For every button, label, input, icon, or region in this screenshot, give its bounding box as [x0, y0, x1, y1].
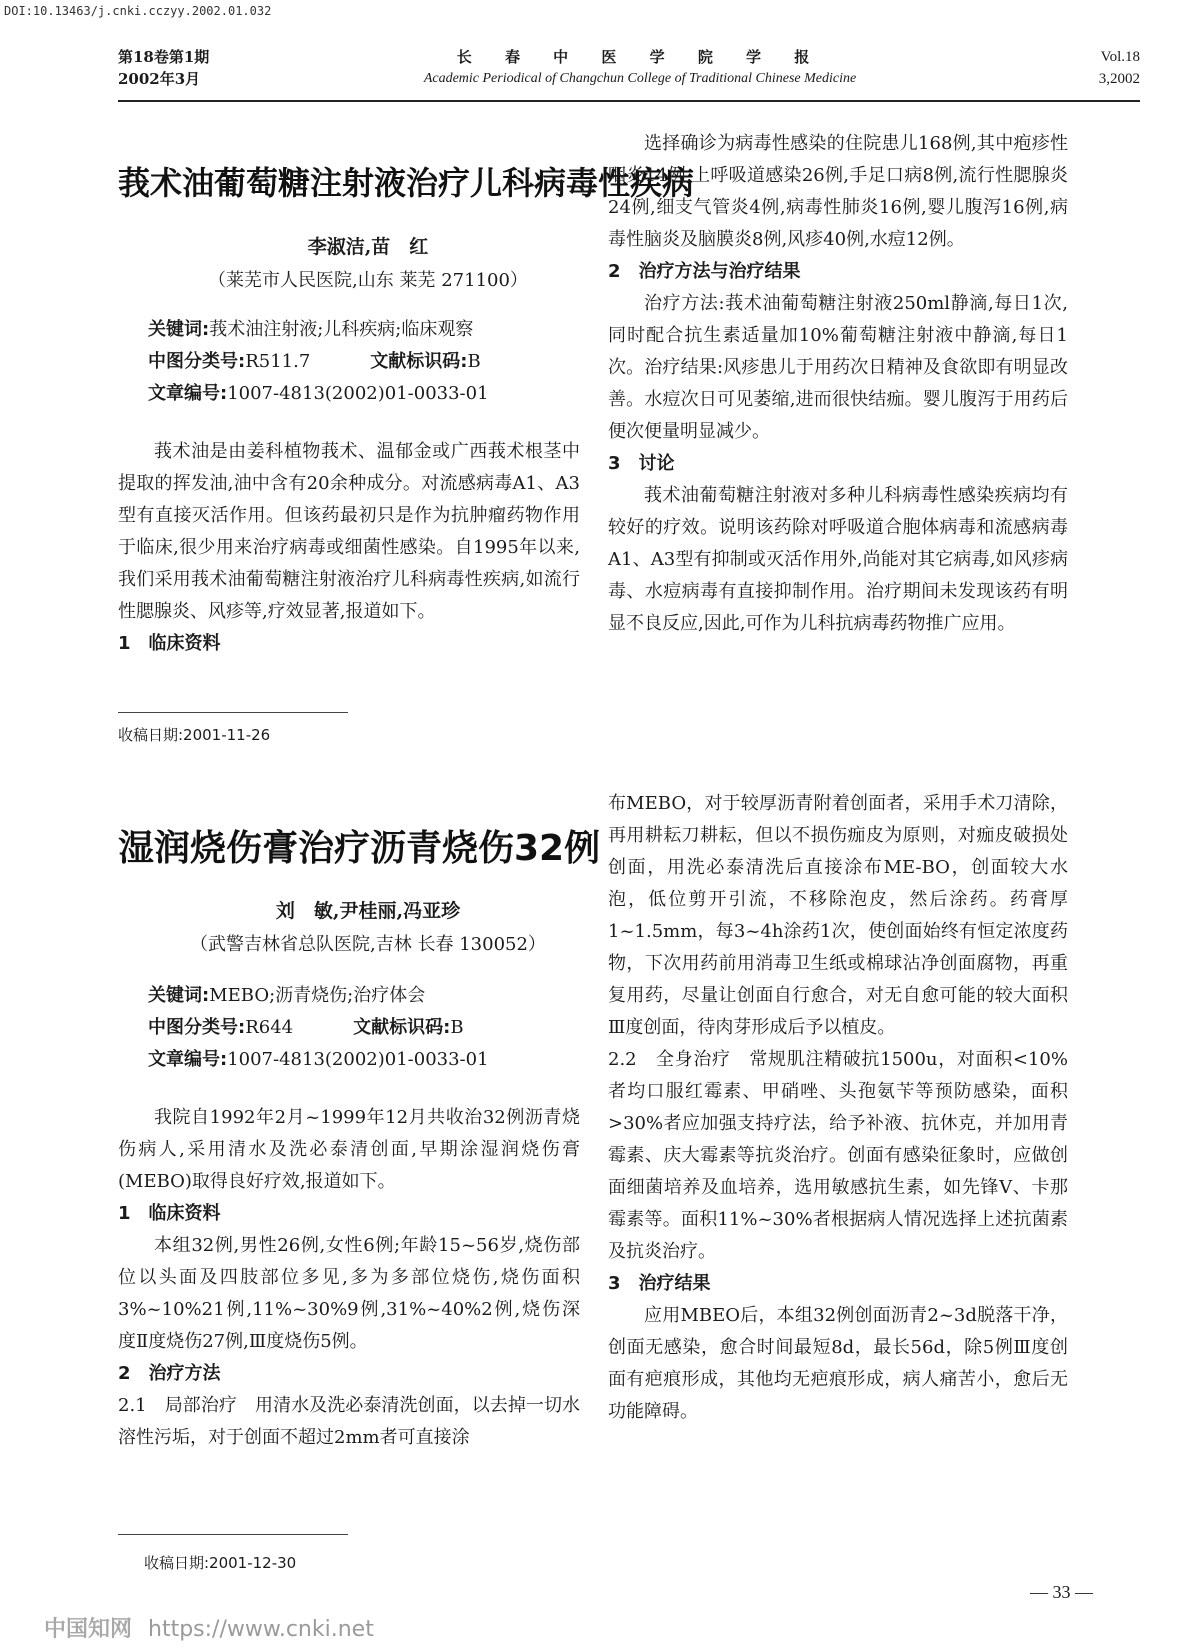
header-date: 2002年3月 [118, 70, 201, 88]
article1-sec1-heading: 1 临床资料 [118, 633, 221, 654]
article2-footnote-rule [118, 1534, 348, 1535]
header-left [118, 46, 209, 90]
article2-sec1-heading: 1 临床资料 [118, 1203, 221, 1224]
cnki-watermark-name: 中国知网 [44, 1617, 133, 1642]
article1-sec3-heading: 3 讨论 [608, 453, 675, 474]
article2-sec2-heading: 2 治疗方法 [118, 1363, 221, 1384]
cnki-watermark-url: https://www.cnki.net [148, 1617, 374, 1642]
article1-keywords: 关键词:莪术油注射液;儿科疾病;临床观察 [148, 319, 474, 340]
article2-right-column [608, 788, 1068, 1428]
cnki-watermark [44, 1612, 374, 1643]
article2-sec21-cont: 布MEBO，对于较厚沥青附着创面者，采用手术刀清除，再用耕耘刀耕耘，但以不损伤痂皮为原则，对痂皮破损处创面，用洗必泰清洗后直接涂布ME-BO，创面较大水泡，低位剪开引流，不移除泡皮，然后涂药。药膏厚1~1.5mm，每3~4h涂药1次，使创面始终有恒定浓度药物，下次用药前用消毒卫生纸或棉球沾净创面腐物，再重复用药，尽量让创面自行愈合，对无自愈可能的较大面积Ⅲ度创面，待肉芽形成后予以植皮。 [608, 793, 1068, 1038]
article1-left-column [118, 436, 580, 660]
article2-received: 收稿日期:2001-12-30 [144, 1554, 297, 1572]
article1-footnote-rule [118, 712, 348, 713]
header-rule [118, 100, 1140, 102]
article2-sec3-text: 应用MBEO后，本组32例创面沥青2~3d脱落干净，创面无感染，愈合时间最短8d，最长56d，除5例Ⅲ度创面有疤痕形成，其他均无疤痕形成，病人痛苦小，愈后无功能障碍。 [608, 1305, 1068, 1422]
article1-affiliation: （莱芜市人民医院,山东 莱芜 271100） [208, 270, 528, 291]
article1-meta [148, 314, 618, 410]
article2-sec21-text: 2.1 局部治疗 用清水及洗必泰清洗创面，以去掉一切水溶性污垢，对于创面不超过2mm者可直接涂 [118, 1395, 580, 1448]
header-right [1060, 46, 1140, 90]
article1-right-column [608, 128, 1068, 640]
article2-intro: 我院自1992年2月~1999年12月共收治32例沥青烧伤病人,采用清水及洗必泰清创面,早期涂湿润烧伤膏(MEBO)取得良好疗效,报道如下。 [118, 1107, 580, 1192]
article2-sec22-text: 2.2 全身治疗 常规肌注精破抗1500u，对面积<10%者均口服红霉素、甲硝唑、头孢氨苄等预防感染，面积>30%者应加强支持疗法，给予补液、抗休克，并加用青霉素、庆大霉素等抗炎治疗。创面有感染征象时，应做创面细菌培养及血培养，选用敏感抗生素，如先锋Ⅴ、卡那霉素等。面积11%~30%者根据病人情况选择上述抗菌素及抗炎治疗。 [608, 1049, 1068, 1262]
article1-classification: 中图分类号:R511.7 文献标识码:B [148, 351, 481, 372]
article1-sec1-text: 选择确诊为病毒性感染的住院患儿168例,其中疱疹性咽炎14例,上呼吸道感染26例,手足口病8例,流行性腮腺炎24例,细支气管炎4例,病毒性肺炎16例,婴儿腹泻16例,病毒性脑炎及脑膜炎8例,风疹40例,水痘12例。 [608, 133, 1068, 250]
article2-authors: 刘 敏,尹桂丽,冯亚珍 [275, 900, 461, 922]
journal-title-cn: 长 春 中 医 学 院 学 报 [456, 48, 824, 66]
article1-sec3-text: 莪术油葡萄糖注射液对多种儿科病毒性感染疾病均有较好的疗效。说明该药除对呼吸道合胞体病毒和流感病毒A1、A3型有抑制或灭活作用外,尚能对其它病毒,如风疹病毒、水痘病毒有直接抑制作用。治疗期间未发现该药有明显不良反应,因此,可作为儿科抗病毒药物推广应用。 [608, 485, 1068, 634]
article1-sec2-text: 治疗方法:莪术油葡萄糖注射液250ml静滴,每日1次,同时配合抗生素适量加10%葡萄糖注射液中静滴,每日1次。治疗结果:风疹患儿于用药次日精神及食欲即有明显改善。水痘次日可见萎缩,进而很快结痂。婴儿腹泻于用药后便次便量明显减少。 [608, 293, 1068, 442]
article2-affiliation: （武警吉林省总队医院,吉林 长春 130052） [190, 934, 546, 955]
header-center [360, 46, 920, 90]
article1-intro: 莪术油是由姜科植物莪术、温郁金或广西莪术根茎中提取的挥发油,油中含有20余种成分。对流感病毒A1、A3型有直接灭活作用。但该药最初只是作为抗肿瘤药物作用于临床,很少用来治疗病毒或细菌性感染。自1995年以来,我们采用莪术油葡萄糖注射液治疗儿科病毒性疾病,如流行性腮腺炎、风疹等,疗效显著,报道如下。 [118, 441, 580, 622]
article1-title: 莪术油葡萄糖注射液治疗儿科病毒性疾病 [118, 164, 695, 202]
doi-line: DOI:10.13463/j.cnki.cczyy.2002.01.032 [4, 4, 272, 18]
article1-article-no: 文章编号:1007-4813(2002)01-0033-01 [148, 383, 489, 404]
article2-sec1-text: 本组32例,男性26例,女性6例;年龄15~56岁,烧伤部位以头面及四肢部位多见,多为多部位烧伤,烧伤面积3%~10%21例,11%~30%9例,31%~40%2例,烧伤深度Ⅱ度烧伤27例,Ⅲ度烧伤5例。 [118, 1235, 580, 1352]
article1-authors: 李淑洁,苗 红 [307, 236, 429, 258]
article2-keywords: 关键词:MEBO;沥青烧伤;治疗体会 [148, 985, 426, 1006]
page-number: — 33 — [1030, 1582, 1093, 1602]
article1-received: 收稿日期:2001-11-26 [118, 726, 271, 744]
article2-left-column [118, 1102, 580, 1454]
header-vol-en: Vol.18 [1100, 49, 1140, 65]
article2-classification: 中图分类号:R644 文献标识码:B [148, 1017, 464, 1038]
header-date-en: 3,2002 [1098, 71, 1140, 87]
journal-title-en: Academic Periodical of Changchun College of Traditional Chinese Medicine [423, 71, 857, 86]
header-vol-issue: 第18卷第1期 [118, 48, 210, 66]
article2-article-no: 文章编号:1007-4813(2002)01-0033-01 [148, 1049, 489, 1070]
article2-sec3-heading: 3 治疗结果 [608, 1273, 711, 1294]
article2-meta [148, 980, 618, 1076]
article2-title: 湿润烧伤膏治疗沥青烧伤32例 [118, 828, 601, 869]
article1-sec2-heading: 2 治疗方法与治疗结果 [608, 261, 801, 282]
